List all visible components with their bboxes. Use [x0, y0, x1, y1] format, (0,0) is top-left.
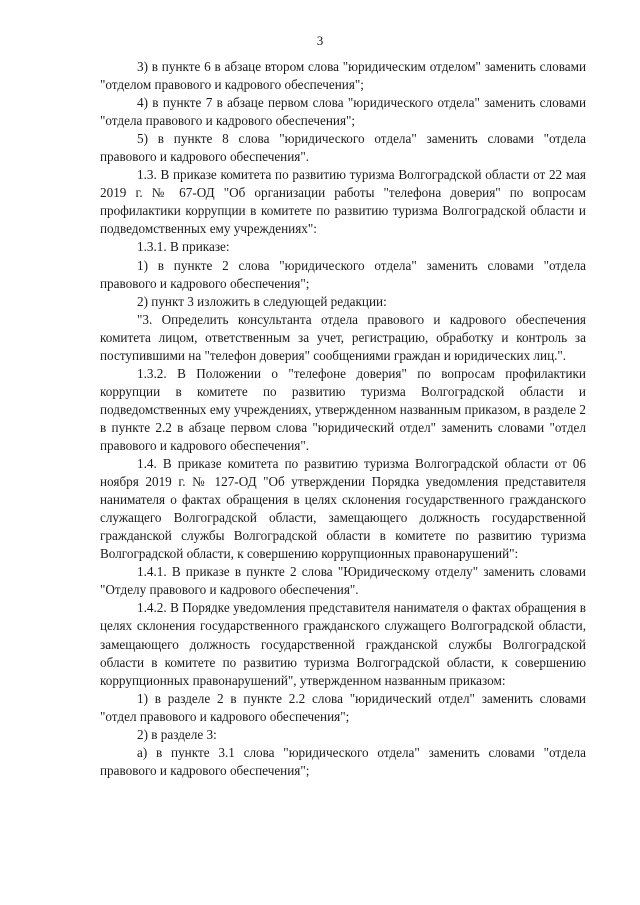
paragraph: 2) в разделе 3:	[137, 726, 217, 742]
paragraph: 1.3.2. В Положении о "телефоне доверия" по вопросам профилактики коррупции в комитете по развитию туризма Волгоградской области и подведомственных ему учреждениях, утвержденном названным приказом, в разделе 2 в пункте 2.2 в абзаце первом слова "юридический отдел" заменить словами "отдел правового и кадрового обеспечения".	[100, 365, 586, 453]
paragraph: 4) в пункте 7 в абзаце первом слова "юридического отдела" заменить словами "отдела правового и кадрового обеспечения";	[100, 95, 586, 129]
paragraph: а) в пункте 3.1 слова "юридического отдела" заменить словами "отдела правового и кадрового обеспечения";	[100, 744, 586, 778]
document-body	[100, 58, 586, 780]
paragraph: 1.4.1. В приказе в пункте 2 слова "Юридическому отделу" заменить словами "Отделу правового и кадрового обеспечения".	[100, 564, 586, 598]
paragraph: 3) в пункте 6 в абзаце втором слова "юридическим отделом" заменить словами "отделом правового и кадрового обеспечения";	[100, 59, 586, 93]
paragraph: 1.3. В приказе комитета по развитию туризма Волгоградской области от 22 мая 2019 г. № 67-ОД "Об организации работы "телефона доверия" по вопросам профилактики коррупции в комитете по развитию туризма Волгоградской области и подведомственных ему учреждениях":	[100, 167, 586, 237]
paragraph: 1.3.1. В приказе:	[137, 239, 230, 255]
paragraph: 1.4.2. В Порядке уведомления представителя нанимателя о фактах обращения в целях склонения государственного гражданского служащего Волгоградской области, замещающего должность государственной гражданской службы Волгоградской области в комитете по развитию туризма Волгоградской области, к совершению коррупционных правонарушений", утвержденном названным приказом:	[100, 600, 586, 688]
paragraph: "3. Определить консультанта отдела правового и кадрового обеспечения комитета лицом, ответственным за учет, регистрацию, обработку и контроль за поступившими на "телефон доверия" сообщениями граждан и юридических лиц.".	[100, 311, 586, 363]
page-number: 3	[316, 33, 324, 48]
paragraph: 5) в пункте 8 слова "юридического отдела" заменить словами "отдела правового и кадрового обеспечения".	[100, 131, 586, 165]
paragraph: 2) пункт 3 изложить в следующей редакции:	[137, 293, 387, 309]
paragraph: 1.4. В приказе комитета по развитию туризма Волгоградской области от 06 ноября 2019 г. № 127-ОД "Об утверждении Порядка уведомления представителя нанимателя о фактах обращения в целях склонения государственного гражданского служащего Волгоградской области, замещающего должность государственной гражданской службы Волгоградской области в комитете по развитию туризма Волгоградской области, к совершению коррупционных правонарушений":	[100, 456, 586, 562]
paragraph: 1) в разделе 2 в пункте 2.2 слова "юридический отдел" заменить словами "отдел правового и кадрового обеспечения";	[100, 690, 586, 724]
paragraph: 1) в пункте 2 слова "юридического отдела" заменить словами "отдела правового и кадрового обеспечения";	[100, 257, 586, 291]
